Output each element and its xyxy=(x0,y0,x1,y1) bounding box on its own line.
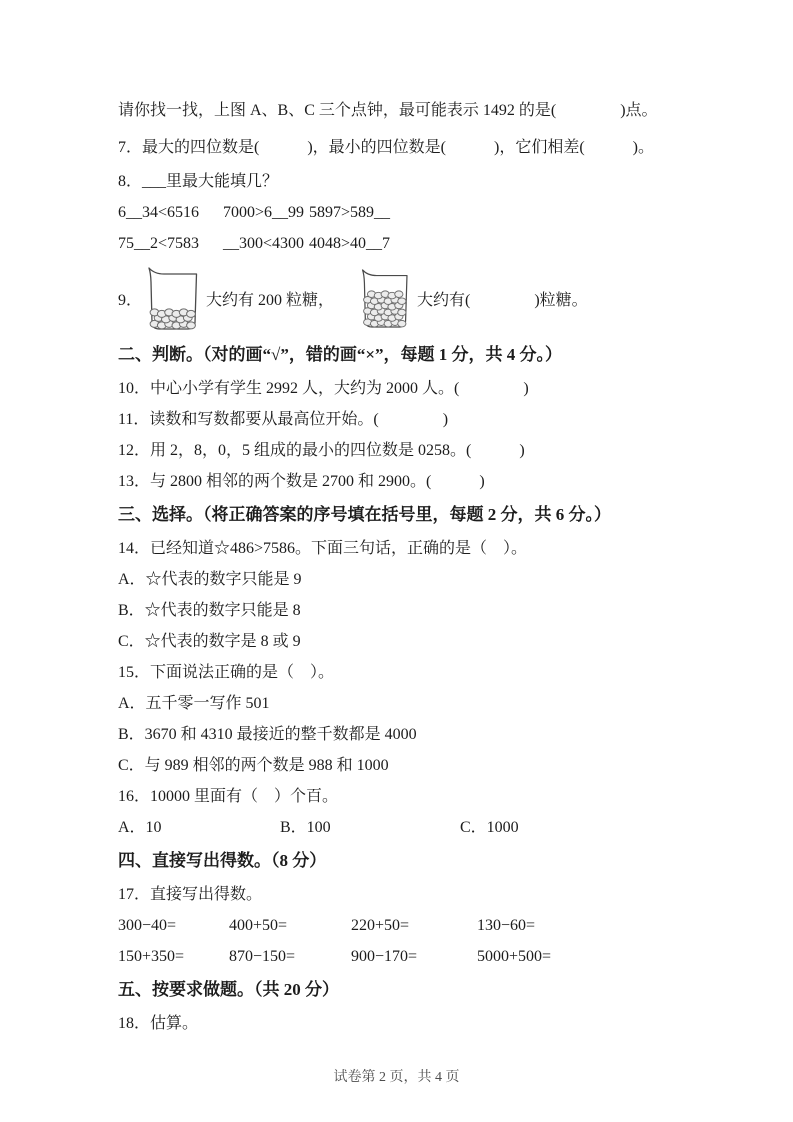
question-16-options xyxy=(118,812,683,843)
beaker-1-label: 大约有 200 粒糖， xyxy=(206,291,335,309)
question-14-option-a: A．☆代表的数字只能是 9 xyxy=(118,571,302,588)
question-16-option-b: B．100 xyxy=(280,819,331,836)
question-17: 17．直接写出得数。 xyxy=(118,886,263,903)
question-8-title: 8．___里最大能填几？ xyxy=(118,173,279,190)
question-16-option-a: A．10 xyxy=(118,819,162,836)
question-6-continuation: 请你找一找，上图 A、B、C 三个点钟，最可能表示 1492 的是( )点。 xyxy=(118,102,658,119)
inequality-blank: 6__34<6516 xyxy=(118,204,200,221)
question-15-option-b: B．3670 和 4310 最接近的整千数都是 4000 xyxy=(118,726,417,743)
inequality-blank: 5897>589__ xyxy=(309,204,391,221)
section-4-heading: 四、直接写出得数。（8 分） xyxy=(118,851,327,870)
page-footer: 试卷第 2 页，共 4 页 xyxy=(333,1070,460,1085)
section-3-heading: 三、选择。（将正确答案的序号填在括号里，每题 2 分，共 6 分。） xyxy=(118,505,611,524)
candies-cluster xyxy=(150,309,195,329)
question-17-row-2 xyxy=(118,941,683,972)
question-15: 15．下面说法正确的是（ ）。 xyxy=(118,664,335,681)
inequality-blank: __300<4300 xyxy=(223,235,305,252)
beaker-2-label: 大约有( )粒糖。 xyxy=(417,291,588,309)
beaker-low-fill-icon xyxy=(142,263,204,333)
calc-item: 900−170= xyxy=(351,948,418,965)
question-8-row-1 xyxy=(118,197,683,228)
question-15-option-c: C．与 989 相邻的两个数是 988 和 1000 xyxy=(118,757,389,774)
inequality-blank: 4048>40__7 xyxy=(309,235,391,252)
question-9 xyxy=(118,259,683,337)
question-7: 7．最大的四位数是( )，最小的四位数是( )，它们相差( )。 xyxy=(118,139,654,156)
calc-item: 400+50= xyxy=(229,917,288,934)
calc-item: 150+350= xyxy=(118,948,185,965)
calc-item: 300−40= xyxy=(118,917,177,934)
question-16: 16．10000 里面有（ ）个百。 xyxy=(118,788,339,805)
question-8-row-2 xyxy=(118,228,683,259)
question-14-option-b: B．☆代表的数字只能是 8 xyxy=(118,602,301,619)
section-5-heading: 五、按要求做题。（共 20 分） xyxy=(118,980,339,999)
question-12: 12．用 2，8，0，5 组成的最小的四位数是 0258。( ) xyxy=(118,442,525,459)
calc-item: 220+50= xyxy=(351,917,410,934)
question-18: 18．估算。 xyxy=(118,1015,199,1032)
question-16-option-c: C．1000 xyxy=(460,819,519,836)
question-17-row-1 xyxy=(118,910,683,941)
calc-item: 5000+500= xyxy=(477,948,552,965)
question-10: 10．中心小学有学生 2992 人，大约为 2000 人。( ) xyxy=(118,380,529,397)
candies-cluster xyxy=(364,291,406,327)
section-2-heading: 二、判断。（对的画“√”，错的画“×”，每题 1 分，共 4 分。） xyxy=(118,345,563,364)
question-13: 13．与 2800 相邻的两个数是 2700 和 2900。( ) xyxy=(118,473,485,490)
inequality-blank: 7000>6__99 xyxy=(223,204,305,221)
question-15-option-a: A．五千零一写作 501 xyxy=(118,695,270,712)
inequality-blank: 75__2<7583 xyxy=(118,235,200,252)
question-14-option-c: C．☆代表的数字是 8 或 9 xyxy=(118,633,301,650)
calc-item: 130−60= xyxy=(477,917,536,934)
calc-item: 870−150= xyxy=(229,948,296,965)
beaker-high-fill-icon xyxy=(356,263,414,333)
question-9-number: 9． xyxy=(118,291,143,309)
question-11: 11．读数和写数都要从最高位开始。( ) xyxy=(118,411,449,428)
question-14: 14．已经知道☆486>7586。下面三句话，正确的是（ ）。 xyxy=(118,540,528,557)
page-content xyxy=(118,92,683,1039)
